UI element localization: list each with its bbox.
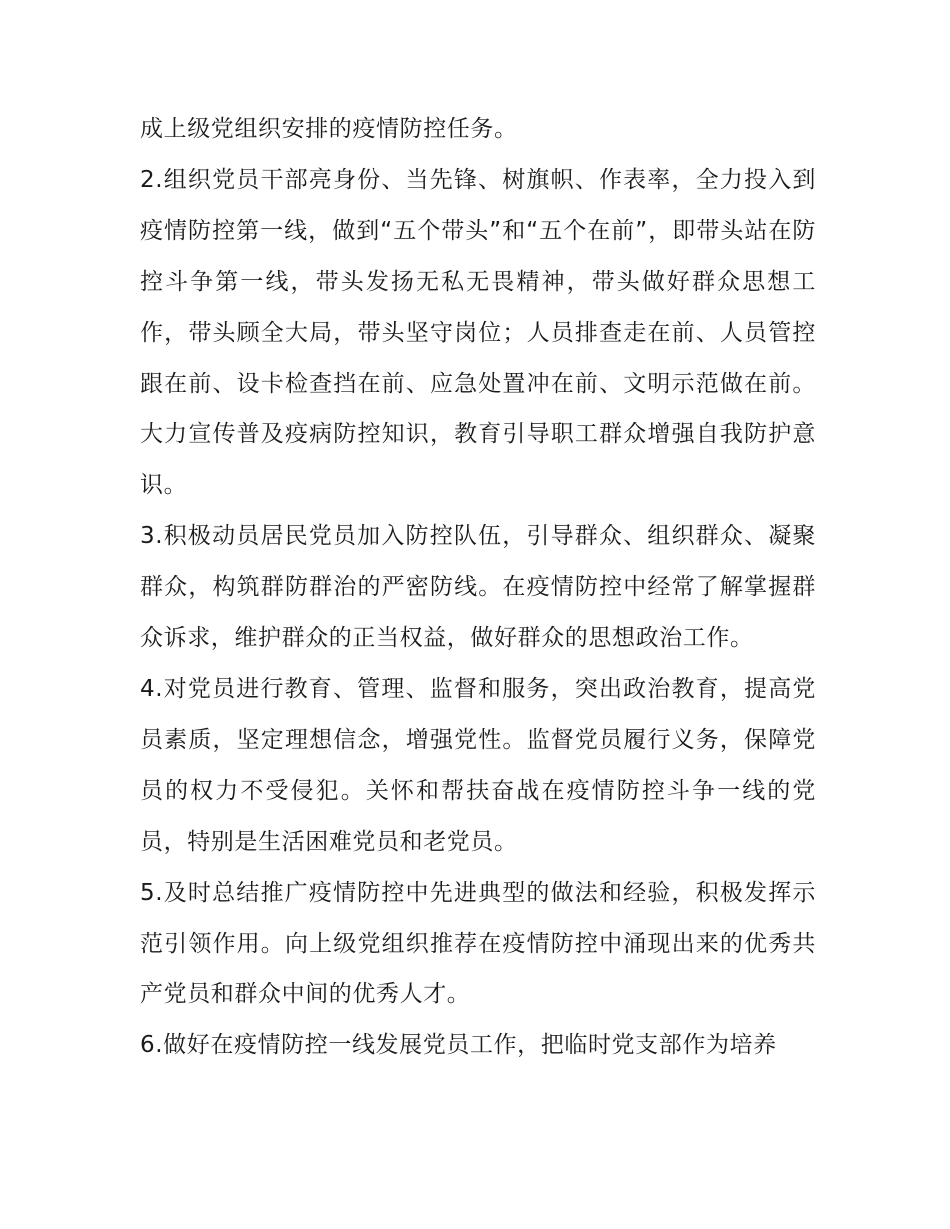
document-body xyxy=(140,104,816,1071)
paragraph-continuation: 成上级党组织安排的疫情防控任务。 xyxy=(140,116,518,142)
paragraph-item-6: 6.做好在疫情防控一线发展党员工作，把临时党支部作为培养 xyxy=(140,1032,777,1059)
paragraph-item-4: 4.对党员进行教育、管理、监督和服务，突出政治教育，提高党员素质，坚定理想信念，增强党性。监督党员履行义务，保障党员的权力不受侵犯。关怀和帮扶奋战在疫情防控斗争一线的党员，特别是生活困难党员和老党员。 xyxy=(140,675,816,855)
paragraph-item-5: 5.及时总结推广疫情防控中先进典型的做法和经验，积极发挥示范引领作用。向上级党组织推荐在疫情防控中涌现出来的优秀共产党员和群众中间的优秀人才。 xyxy=(140,879,816,1008)
paragraph-item-2: 2.组织党员干部亮身份、当先锋、树旗帜、作表率，全力投入到疫情防控第一线，做到“五个带头”和“五个在前”，即带头站在防控斗争第一线，带头发扬无私无畏精神，带头做好群众思想工作，带头顾全大局，带头坚守岗位；人员排查走在前、人员管控跟在前、设卡检查挡在前、应急处置冲在前、文明示范做在前。大力宣传普及疫病防控知识，教育引导职工群众增强自我防护意识。 xyxy=(140,166,816,499)
paragraph-item-3: 3.积极动员居民党员加入防控队伍，引导群众、组织群众、凝聚群众，构筑群防群治的严密防线。在疫情防控中经常了解掌握群众诉求，维护群众的正当权益，做好群众的思想政治工作。 xyxy=(140,523,816,652)
